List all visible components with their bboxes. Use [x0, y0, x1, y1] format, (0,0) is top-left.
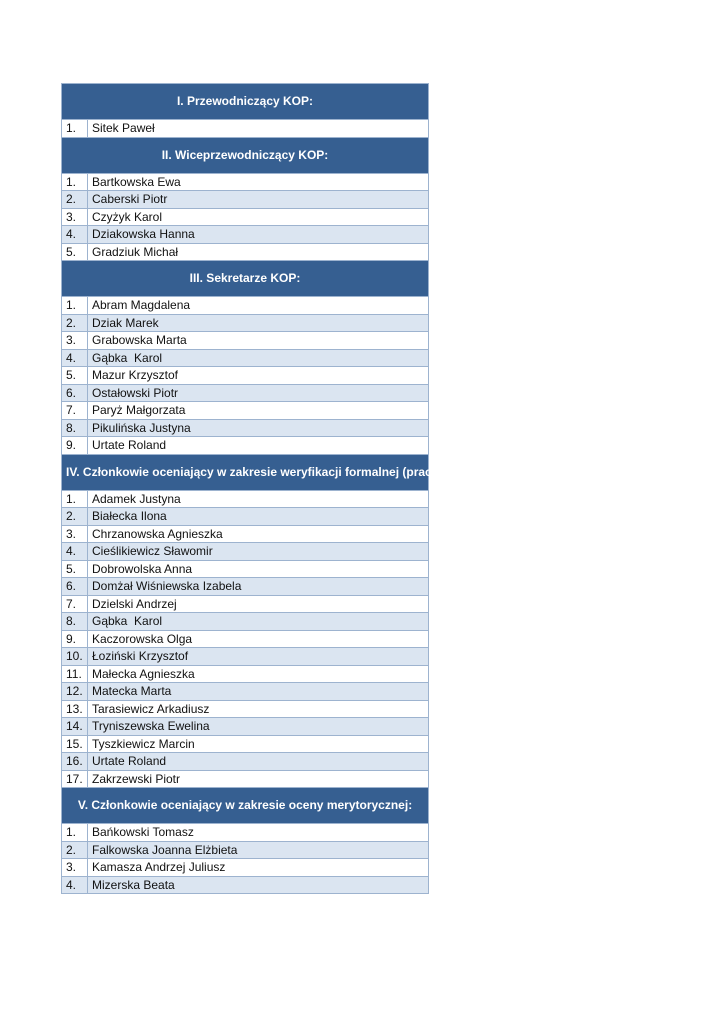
member-row: [62, 367, 429, 385]
member-number: 12.: [62, 683, 88, 701]
member-number: 5.: [62, 243, 88, 261]
member-row: [62, 753, 429, 771]
member-name: Białecka Ilona: [88, 508, 429, 526]
member-number: 2.: [62, 508, 88, 526]
member-number: 3.: [62, 208, 88, 226]
member-row: [62, 700, 429, 718]
member-row: [62, 595, 429, 613]
section-title: I. Przewodniczący KOP:: [62, 84, 429, 120]
section-title: V. Członkowie oceniający w zakresie oceny merytorycznej:: [62, 788, 429, 824]
member-name: Adamek Justyna: [88, 490, 429, 508]
member-number: 1.: [62, 297, 88, 315]
member-row: [62, 859, 429, 877]
member-number: 1.: [62, 120, 88, 138]
member-row: [62, 508, 429, 526]
member-number: 7.: [62, 402, 88, 420]
member-name: Paryż Małgorzata: [88, 402, 429, 420]
member-name: Sitek Paweł: [88, 120, 429, 138]
section-title: II. Wiceprzewodniczący KOP:: [62, 137, 429, 173]
member-name: Cieślikiewicz Sławomir: [88, 543, 429, 561]
member-number: 6.: [62, 384, 88, 402]
member-row: [62, 841, 429, 859]
member-number: 17.: [62, 770, 88, 788]
member-row: [62, 876, 429, 894]
member-number: 9.: [62, 437, 88, 455]
member-name: Urtate Roland: [88, 753, 429, 771]
member-row: [62, 648, 429, 666]
member-name: Urtate Roland: [88, 437, 429, 455]
member-name: Kaczorowska Olga: [88, 630, 429, 648]
member-row: [62, 578, 429, 596]
member-name: Kamasza Andrzej Juliusz: [88, 859, 429, 877]
member-number: 1.: [62, 824, 88, 842]
member-number: 7.: [62, 595, 88, 613]
member-name: Tarasiewicz Arkadiusz: [88, 700, 429, 718]
member-name: Zakrzewski Piotr: [88, 770, 429, 788]
member-number: 3.: [62, 859, 88, 877]
member-number: 5.: [62, 367, 88, 385]
member-number: 4.: [62, 349, 88, 367]
member-number: 5.: [62, 560, 88, 578]
member-name: Gąbka Karol: [88, 613, 429, 631]
member-row: [62, 208, 429, 226]
member-name: Ostałowski Piotr: [88, 384, 429, 402]
member-name: Czyżyk Karol: [88, 208, 429, 226]
member-row: [62, 243, 429, 261]
member-row: [62, 314, 429, 332]
member-row: [62, 402, 429, 420]
member-row: [62, 525, 429, 543]
member-row: [62, 718, 429, 736]
member-name: Domżał Wiśniewska Izabela: [88, 578, 429, 596]
member-name: Tyszkiewicz Marcin: [88, 735, 429, 753]
member-name: Mazur Krzysztof: [88, 367, 429, 385]
member-number: 11.: [62, 665, 88, 683]
member-row: [62, 226, 429, 244]
member-number: 1.: [62, 490, 88, 508]
member-name: Abram Magdalena: [88, 297, 429, 315]
table-body: [62, 84, 529, 894]
member-number: 2.: [62, 191, 88, 209]
section-title: IV. Członkowie oceniający w zakresie weryfikacji formalnej (pracownicy MJWPU):: [62, 454, 429, 490]
member-row: [62, 683, 429, 701]
member-row: [62, 613, 429, 631]
member-row: [62, 543, 429, 561]
member-row: [62, 490, 429, 508]
member-number: 13.: [62, 700, 88, 718]
member-number: 15.: [62, 735, 88, 753]
member-name: Małecka Agnieszka: [88, 665, 429, 683]
member-name: Grabowska Marta: [88, 332, 429, 350]
member-number: 8.: [62, 419, 88, 437]
member-name: Bańkowski Tomasz: [88, 824, 429, 842]
section-header-row: [62, 84, 429, 120]
member-name: Dobrowolska Anna: [88, 560, 429, 578]
section-header-row: [62, 261, 429, 297]
member-name: Dzielski Andrzej: [88, 595, 429, 613]
section-header-row: [62, 788, 429, 824]
member-number: 8.: [62, 613, 88, 631]
committee-table: [61, 83, 529, 894]
member-number: 14.: [62, 718, 88, 736]
member-name: Matecka Marta: [88, 683, 429, 701]
member-name: Bartkowska Ewa: [88, 173, 429, 191]
member-number: 16.: [62, 753, 88, 771]
member-name: Tryniszewska Ewelina: [88, 718, 429, 736]
member-row: [62, 437, 429, 455]
member-name: Falkowska Joanna Elżbieta: [88, 841, 429, 859]
member-row: [62, 824, 429, 842]
member-name: Łoziński Krzysztof: [88, 648, 429, 666]
member-row: [62, 120, 429, 138]
member-number: 3.: [62, 525, 88, 543]
member-name: Caberski Piotr: [88, 191, 429, 209]
member-row: [62, 419, 429, 437]
member-row: [62, 332, 429, 350]
member-name: Mizerska Beata: [88, 876, 429, 894]
member-row: [62, 630, 429, 648]
member-number: 10.: [62, 648, 88, 666]
member-name: Gradziuk Michał: [88, 243, 429, 261]
member-row: [62, 349, 429, 367]
section-header-row: [62, 137, 429, 173]
member-number: 3.: [62, 332, 88, 350]
member-name: Chrzanowska Agnieszka: [88, 525, 429, 543]
member-row: [62, 560, 429, 578]
member-name: Dziak Marek: [88, 314, 429, 332]
member-number: 9.: [62, 630, 88, 648]
section-title: III. Sekretarze KOP:: [62, 261, 429, 297]
member-name: Pikulińska Justyna: [88, 419, 429, 437]
member-row: [62, 173, 429, 191]
member-row: [62, 297, 429, 315]
member-number: 4.: [62, 543, 88, 561]
member-number: 1.: [62, 173, 88, 191]
member-number: 2.: [62, 314, 88, 332]
member-row: [62, 384, 429, 402]
member-row: [62, 191, 429, 209]
member-number: 4.: [62, 876, 88, 894]
member-number: 6.: [62, 578, 88, 596]
member-number: 2.: [62, 841, 88, 859]
member-row: [62, 665, 429, 683]
section-header-row: [62, 454, 429, 490]
member-row: [62, 770, 429, 788]
member-name: Dziakowska Hanna: [88, 226, 429, 244]
member-number: 4.: [62, 226, 88, 244]
member-name: Gąbka Karol: [88, 349, 429, 367]
member-row: [62, 735, 429, 753]
